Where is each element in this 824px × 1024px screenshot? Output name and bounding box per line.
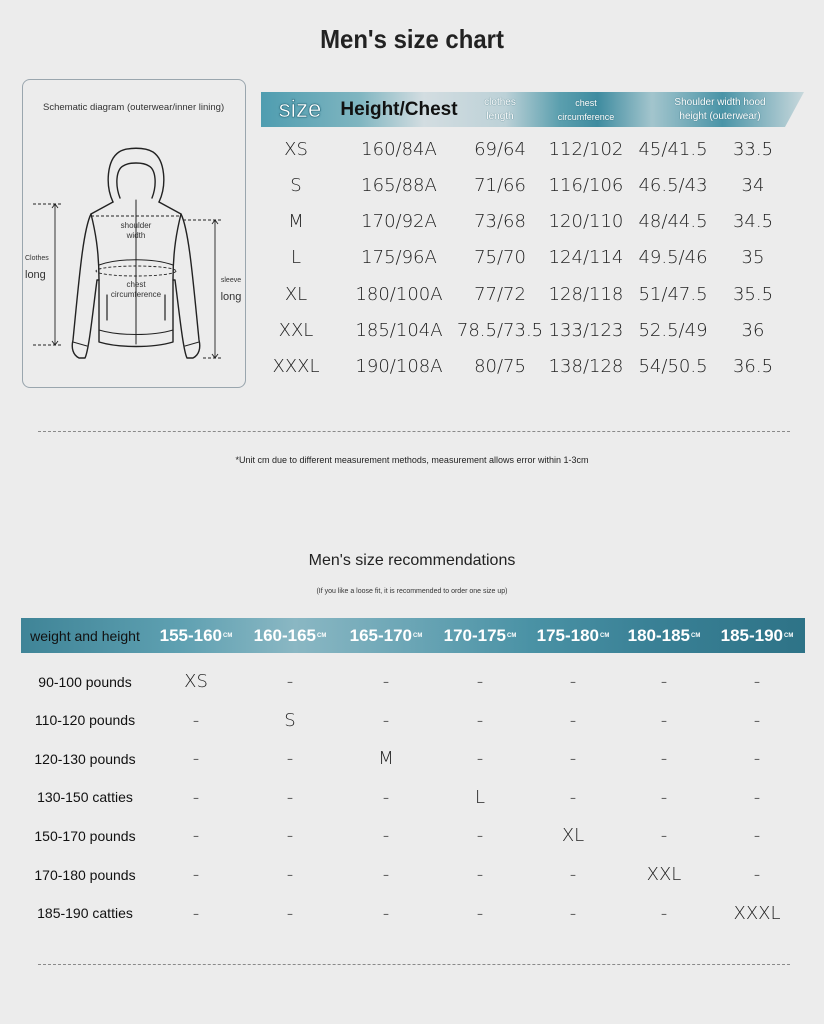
- recommendation-cell: -: [192, 786, 200, 808]
- recommendation-cell: -: [569, 864, 577, 885]
- size-cell: 54/50.5: [638, 356, 708, 378]
- size-cell: XS: [284, 138, 308, 160]
- recommendation-cell: -: [660, 825, 668, 847]
- recommendation-cell: -: [192, 864, 200, 885]
- recommendation-cell: -: [382, 786, 390, 808]
- recommendation-cell: -: [286, 825, 294, 847]
- sleeve-text: sleeve: [220, 277, 242, 284]
- recommendation-row: [21, 816, 805, 855]
- recommendation-cell: -: [476, 825, 484, 847]
- size-cell: L: [290, 247, 302, 269]
- shoulder-width-label: [113, 221, 159, 241]
- recommendation-cell: XXL: [646, 864, 682, 885]
- recommendation-cell: -: [192, 825, 200, 847]
- shoulder-text: shoulder: [120, 221, 152, 230]
- size-cell: 124/114: [548, 247, 624, 269]
- recommendations-title: Men's size recommendations: [308, 552, 516, 569]
- recommendation-cell: M: [378, 748, 394, 770]
- header-height-range: [150, 618, 242, 653]
- size-cell: 51/47.5: [638, 283, 708, 305]
- size-cell: 48/44.5: [638, 211, 708, 233]
- recommendation-cell: S: [284, 709, 296, 731]
- size-cell: 160/84A: [361, 138, 437, 160]
- height-unit: CM: [600, 632, 610, 639]
- size-cell: 77/72: [474, 283, 526, 305]
- size-table-header: [261, 92, 804, 127]
- height-unit: CM: [223, 632, 233, 639]
- size-cell: 34.5: [732, 211, 774, 233]
- recommendation-cell: -: [382, 709, 390, 731]
- sleeve-long-text: long: [220, 291, 242, 303]
- header-shoulder-hood: [659, 92, 781, 127]
- recommendation-cell: -: [286, 748, 294, 770]
- recommendation-cell: -: [382, 825, 390, 847]
- header-weight-height: weight and height: [30, 627, 140, 644]
- size-cell: 116/106: [548, 174, 624, 196]
- size-cell: XL: [284, 283, 308, 305]
- header-height-range: [620, 618, 708, 653]
- size-cell: XXXL: [272, 356, 320, 378]
- size-cell: 170/92A: [361, 211, 437, 233]
- recommendation-cell: -: [753, 825, 761, 847]
- header-height-chest: Height/Chest: [340, 98, 458, 120]
- recommendation-cell: -: [660, 709, 668, 731]
- height-unit: CM: [413, 632, 423, 639]
- height-range-text: 165-170: [349, 625, 413, 645]
- recommendation-row: [21, 662, 805, 701]
- recommendation-cell: -: [753, 709, 761, 731]
- measurement-note: *Unit cm due to different measurement methods, measurement allows error within 1-3cm: [235, 455, 589, 465]
- page-title: Men's size chart: [320, 24, 504, 54]
- weight-label: 120-130 pounds: [34, 750, 136, 767]
- recommendation-cell: -: [476, 748, 484, 770]
- recommendation-cell: -: [569, 786, 577, 808]
- header-shoulder-line1: Shoulder width hood: [674, 96, 766, 108]
- header-height-range: [710, 618, 804, 653]
- divider-bottom: [38, 964, 790, 965]
- size-row: [261, 313, 804, 349]
- recommendation-cell: -: [753, 671, 761, 692]
- size-cell: 138/128: [548, 356, 624, 378]
- recommendation-cell: -: [286, 902, 294, 924]
- size-cell: 36.5: [732, 356, 774, 378]
- header-height-range: [243, 618, 337, 653]
- recommendation-cell: -: [660, 748, 668, 770]
- recommendation-cell: -: [382, 671, 390, 692]
- size-cell: 52.5/49: [638, 320, 708, 341]
- size-cell: 180/100A: [355, 283, 443, 305]
- height-unit: CM: [317, 632, 327, 639]
- recommendations-subtitle: (If you like a loose fit, it is recommended to order one size up): [316, 588, 508, 595]
- recommendation-cell: -: [476, 864, 484, 885]
- size-cell: 185/104A: [355, 320, 443, 341]
- recommendation-cell: -: [476, 671, 484, 692]
- recommendation-cell: -: [286, 671, 294, 692]
- circumference-text: circumference: [110, 290, 162, 299]
- header-shoulder-line2: height (outerwear): [679, 110, 761, 122]
- recommendation-row: [21, 855, 805, 894]
- height-range-text: 175-180: [536, 625, 600, 645]
- recommendation-row: [21, 739, 805, 778]
- recommendation-cell: XS: [184, 671, 208, 692]
- header-height-range: [528, 618, 618, 653]
- recommendation-cell: -: [382, 902, 390, 924]
- size-cell: 190/108A: [355, 356, 443, 378]
- size-cell: 112/102: [548, 138, 624, 160]
- recommendation-cell: -: [569, 902, 577, 924]
- size-cell: 49.5/46: [638, 247, 708, 269]
- width-text: width: [126, 231, 146, 240]
- recommendation-cell: -: [192, 748, 200, 770]
- size-cell: 128/118: [548, 283, 624, 305]
- recommendation-cell: -: [382, 864, 390, 885]
- recommendation-row: [21, 894, 805, 933]
- recommendation-cell: -: [569, 709, 577, 731]
- sleeve-long-label: [217, 276, 245, 302]
- size-cell: S: [290, 174, 302, 196]
- size-cell: 78.5/73.5: [456, 320, 544, 341]
- size-cell: 165/88A: [361, 174, 437, 196]
- recommendation-cell: -: [753, 786, 761, 808]
- weight-label: 130-150 catties: [37, 789, 133, 806]
- header-clothes-length: [469, 92, 531, 127]
- height-unit: CM: [784, 632, 794, 639]
- size-cell: 175/96A: [361, 247, 437, 269]
- size-cell: 34: [741, 174, 765, 196]
- size-cell: 35.5: [732, 283, 774, 305]
- chest-text: chest: [126, 280, 146, 289]
- header-chest-line1: chest: [575, 97, 597, 108]
- size-cell: 71/66: [474, 174, 526, 196]
- height-unit: CM: [691, 632, 701, 639]
- schematic-diagram: [22, 79, 246, 388]
- recommendation-row: [21, 701, 805, 740]
- size-row: [261, 131, 804, 167]
- clothes-text: Clothes: [25, 255, 49, 262]
- recommendation-cell: -: [660, 671, 668, 692]
- weight-label: 185-190 catties: [37, 905, 133, 922]
- weight-label: 110-120 pounds: [34, 712, 136, 729]
- height-range-text: 180-185: [627, 625, 691, 645]
- size-cell: 46.5/43: [638, 174, 708, 196]
- recommendation-cell: L: [474, 786, 486, 808]
- divider-top: [38, 431, 790, 432]
- size-cell: 133/123: [548, 320, 624, 341]
- height-range-text: 160-165: [253, 625, 317, 645]
- size-cell: 75/70: [474, 247, 526, 269]
- recommendation-cell: -: [753, 748, 761, 770]
- size-row: [261, 204, 804, 240]
- recommendation-cell: XL: [561, 825, 585, 847]
- size-cell: 35: [741, 247, 765, 269]
- recommendation-cell: -: [569, 748, 577, 770]
- recommendation-cell: -: [660, 786, 668, 808]
- header-height-range: [434, 618, 526, 653]
- diagram-caption: Schematic diagram (outerwear/inner lining): [43, 102, 225, 113]
- chest-circumference-label: [109, 280, 163, 300]
- header-chest-circumference: [551, 92, 621, 127]
- header-size: size: [278, 95, 322, 123]
- size-row: [261, 240, 804, 276]
- height-unit: CM: [507, 632, 517, 639]
- size-cell: 33.5: [732, 138, 774, 160]
- header-chest-line2: circumference: [557, 111, 615, 122]
- recommendation-cell: -: [753, 864, 761, 885]
- recommendation-cell: -: [192, 709, 200, 731]
- recommendation-cell: -: [286, 786, 294, 808]
- size-cell: 73/68: [474, 211, 526, 233]
- recommendation-row: [21, 778, 805, 817]
- height-range-text: 170-175: [443, 625, 507, 645]
- weight-label: 170-180 pounds: [34, 866, 136, 883]
- weight-label: 90-100 pounds: [38, 673, 132, 690]
- size-cell: XXL: [278, 320, 314, 341]
- header-length-line1: clothes: [484, 96, 516, 108]
- clothes-long-label: [25, 254, 57, 280]
- recommendation-cell: -: [569, 671, 577, 692]
- size-cell: M: [288, 211, 304, 233]
- size-row: [261, 276, 804, 312]
- size-cell: 80/75: [474, 356, 526, 378]
- recommendation-cell: -: [192, 902, 200, 924]
- weight-label: 150-170 pounds: [34, 827, 136, 844]
- recommendation-cell: -: [286, 864, 294, 885]
- clothes-long-text: long: [25, 269, 46, 281]
- size-cell: 45/41.5: [638, 138, 708, 160]
- recommendation-cell: -: [476, 902, 484, 924]
- height-range-text: 185-190: [720, 625, 784, 645]
- header-height-range: [339, 618, 433, 653]
- size-row: [261, 349, 804, 385]
- size-cell: 120/110: [548, 211, 624, 233]
- recommendation-cell: -: [476, 709, 484, 731]
- header-length-line2: length: [486, 110, 514, 122]
- size-row: [261, 167, 804, 203]
- height-range-text: 155-160: [159, 625, 223, 645]
- recommendation-cell: XXXL: [733, 902, 781, 924]
- size-cell: 36: [741, 320, 765, 341]
- size-cell: 69/64: [474, 138, 526, 160]
- recommendation-cell: -: [660, 902, 668, 924]
